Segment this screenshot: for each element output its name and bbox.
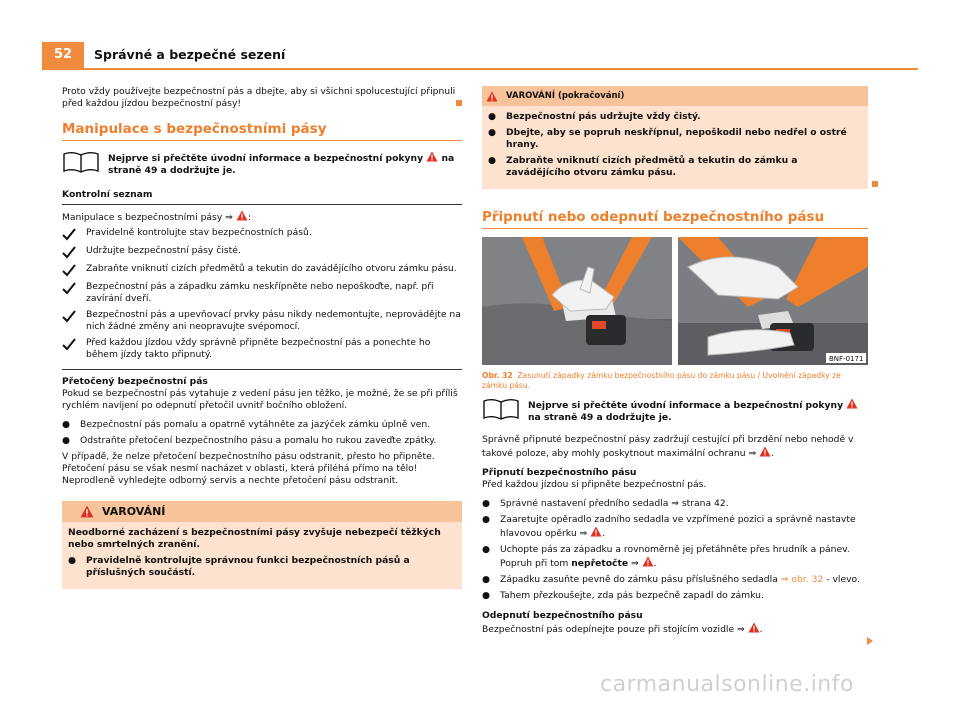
checkmark-icon bbox=[62, 310, 76, 323]
checkmark-icon bbox=[62, 338, 76, 351]
checklist-item bbox=[62, 245, 462, 259]
bullet-text: Odstraňte přetočení bezpečnostního pásu a pomalu ho rukou zaveďte zpátky. bbox=[80, 435, 437, 446]
checklist-text: Pravidelně kontrolujte stav bezpečnostních pásů. bbox=[86, 227, 312, 238]
bullet-arrow: ⇒ bbox=[631, 558, 639, 569]
bullet-text: Bezpečnostní pás pomalu a opatrně vytáhněte za jazýček zámku úplně ven. bbox=[80, 419, 431, 430]
header-rule bbox=[42, 68, 918, 70]
warning-triangle-icon bbox=[748, 622, 760, 633]
read-note-tail: na straně 49 a dodržujte je. bbox=[108, 153, 455, 176]
bullet-text: Tahem přezkoušejte, zda pás bezpečně zapadl do zámku. bbox=[500, 590, 764, 601]
checklist-item bbox=[62, 227, 462, 241]
read-note-text bbox=[108, 151, 462, 177]
chapter-title: Správné a bezpečné sezení bbox=[94, 47, 286, 62]
warning-triangle-icon bbox=[486, 91, 498, 102]
warning-triangle-icon bbox=[426, 151, 438, 162]
warning-triangle-icon bbox=[759, 446, 771, 457]
unfasten-text: Bezpečnostní pás odepínejte pouze při stojícím vozidle ⇒ . bbox=[482, 624, 763, 635]
bullet-dot: ● bbox=[488, 111, 497, 122]
bullet-item bbox=[482, 498, 868, 510]
left-column bbox=[62, 86, 462, 589]
bullet-text: Zaaretujte opěradlo zadního sedadla ve vzpřímené pozici a správně nastavte hlavovou opěrku ⇒ . bbox=[500, 514, 856, 539]
bullet-text-tail: - vlevo. bbox=[826, 574, 860, 585]
fasten-intro: Před každou jízdou si připněte bezpečnostní pás. bbox=[482, 479, 707, 490]
bullet-text: Bezpečnostní pás udržujte vždy čistý. bbox=[506, 111, 701, 122]
bullet-dot: ● bbox=[488, 127, 497, 138]
read-note bbox=[62, 151, 462, 177]
section-title-fasten: Připnutí nebo odepnutí bezpečnostního pásu bbox=[482, 211, 868, 229]
bullet-item bbox=[62, 419, 462, 431]
bullet-dot: ● bbox=[488, 155, 497, 166]
divider bbox=[62, 369, 462, 370]
checklist-text: Udržujte bezpečnostní pásy čisté. bbox=[86, 245, 241, 256]
checklist-text: Před každou jízdou vždy správně připněte bezpečnostní pás a ponechte ho během jízdy takto připnutý. bbox=[86, 337, 431, 360]
warning-box bbox=[62, 501, 462, 589]
caption-label: Obr. 32 bbox=[482, 371, 513, 380]
bullet-item bbox=[62, 435, 462, 447]
proper-text: Správně připnuté bezpečnostní pásy zadržují cestující při brzdění nebo nehodě v takové poloze, aby mohly poskytnout maximální ochranu ⇒ . bbox=[482, 434, 854, 459]
open-book-icon bbox=[482, 398, 520, 420]
page-number: 52 bbox=[42, 42, 84, 68]
page-header bbox=[0, 0, 960, 69]
bullet-text-main: Zaaretujte opěradlo zadního sedadla ve vzpřímené pozici a správně nastavte hlavovou opěrku ⇒ bbox=[500, 514, 856, 539]
warning-text: Neodborné zacházení s bezpečnostními pásy zvyšuje nebezpečí těžkých nebo smrtelných zranění. bbox=[68, 527, 441, 550]
figure-link[interactable]: ⇒ obr. 32 bbox=[780, 574, 824, 585]
bullet-text[interactable]: Správné nastavení předního sedadla ⇒ strana 42. bbox=[500, 498, 729, 509]
right-column bbox=[482, 86, 868, 643]
unfasten-text-body: Bezpečnostní pás odepínejte pouze při stojícím vozidle ⇒ bbox=[482, 624, 745, 635]
figure-right-panel bbox=[678, 237, 868, 365]
checklist bbox=[62, 227, 462, 361]
checklist-item bbox=[62, 337, 462, 361]
bullet-text: Zabraňte vniknutí cizích předmětů a tekutin do zámku a zavádějícího otvoru zámku pásu. bbox=[506, 155, 798, 178]
checklist-intro-text: Manipulace s bezpečnostními pásy ⇒ bbox=[62, 212, 233, 223]
open-book-icon bbox=[62, 151, 100, 173]
section-title-manipulation: Manipulace s bezpečnostními pásy bbox=[62, 123, 462, 141]
proper-text-body: Správně připnuté bezpečnostní pásy zadržují cestující při brzdění nebo nehodě v takové poloze, aby mohly poskytnout maximální ochranu ⇒ bbox=[482, 434, 854, 459]
intro-text: Proto vždy používejte bezpečnostní pás a dbejte, aby si všichni spolucestující připnuli před každou jízdou bezpečnostní pásy! bbox=[62, 86, 456, 109]
checklist-item bbox=[62, 263, 462, 277]
bullet-text-main: Západku zasuňte pevně do zámku pásu příslušného sedadla bbox=[500, 574, 778, 585]
bullet-dot: ● bbox=[62, 419, 71, 430]
bullet-dot: ● bbox=[482, 590, 491, 601]
bullet-item bbox=[482, 574, 868, 586]
read-note-text bbox=[528, 398, 868, 424]
read-note-tail: na straně 49 a dodržujte je. bbox=[528, 412, 672, 423]
bullet-dot: ● bbox=[482, 574, 491, 585]
checklist-intro-tail: : bbox=[247, 212, 251, 223]
checklist-item bbox=[62, 309, 462, 333]
checklist-title: Kontrolní seznam bbox=[62, 189, 462, 205]
continue-arrow-icon bbox=[866, 636, 874, 646]
intro-paragraph bbox=[62, 86, 462, 110]
checkmark-icon bbox=[62, 282, 76, 295]
unfasten-title: Odepnutí bezpečnostního pásu bbox=[482, 610, 643, 621]
bullet-text-main: Uchopte pás za západku a rovnoměrně jej přetáhněte přes hrudník a pánev. Popruh při tom bbox=[500, 544, 850, 569]
checklist-intro bbox=[62, 210, 462, 224]
bullet-text: Uchopte pás za západku a rovnoměrně jej přetáhněte přes hrudník a pánev. Popruh při tom nepřetočte ⇒ . bbox=[500, 544, 850, 569]
bullet-item bbox=[482, 544, 868, 570]
bullet-item bbox=[482, 514, 868, 540]
warning-triangle-icon bbox=[590, 526, 602, 537]
bullet-emphasis: nepřetočte bbox=[571, 558, 629, 569]
bullet-dot: ● bbox=[482, 514, 491, 525]
bullet-item bbox=[488, 111, 862, 123]
bullet-text: Pravidelně kontrolujte správnou funkci bezpečnostních pásů a příslušných součástí. bbox=[86, 555, 410, 578]
warning-body bbox=[488, 111, 862, 179]
checkmark-icon bbox=[62, 228, 76, 241]
twisted-title: Přetočený bezpečnostní pás bbox=[62, 376, 208, 387]
bullet-item bbox=[68, 555, 456, 579]
warning-continued-box bbox=[482, 86, 868, 189]
bullet-item bbox=[488, 155, 862, 179]
warning-header bbox=[482, 86, 868, 106]
read-note bbox=[482, 398, 868, 424]
caption-text: Zasunutí západky zámku bezpečnostního pásu do zámku pásu / Uvolnění západky ze zámku pásu. bbox=[482, 371, 841, 390]
buckle-release-illustration bbox=[678, 237, 868, 365]
section-end-marker bbox=[456, 100, 462, 106]
figure-32 bbox=[482, 237, 868, 365]
bullet-text: Dbejte, aby se popruh neskřípnul, nepoškodil nebo nedřel o ostré hrany. bbox=[506, 127, 847, 150]
warning-triangle-icon bbox=[236, 210, 248, 221]
bullet-text bbox=[500, 574, 860, 586]
buckle-insert-illustration bbox=[482, 237, 672, 365]
figure-caption bbox=[482, 371, 868, 390]
checklist-text: Bezpečnostní pás a západku zámku neskřípněte nebo nepoškoďte, např. při zavírání dveří. bbox=[86, 281, 434, 304]
figure-left-panel bbox=[482, 237, 672, 365]
checklist-text: Bezpečnostní pás a upevňovací prvky pásu nikdy nedemontujte, neprovádějte na nich žádné změny ani neopravujte svépomocí. bbox=[86, 309, 461, 332]
warning-header bbox=[62, 501, 462, 522]
twisted-end: V případě, že nelze přetočení bezpečnostního pásu odstranit, přesto ho připněte. Přetočení pásu se však nesmí nacházet v oblasti, která přiléhá přímo na tělo! Neprodleně vyhledejte odborný servis a nechte přetočení pásu odstranit. bbox=[62, 451, 435, 486]
warning-triangle-icon bbox=[80, 505, 94, 518]
checklist-item bbox=[62, 281, 462, 305]
checkmark-icon bbox=[62, 264, 76, 277]
warning-title: VAROVÁNÍ (pokračování) bbox=[506, 91, 625, 101]
bullet-dot: ● bbox=[62, 435, 71, 446]
warning-title: VAROVÁNÍ bbox=[102, 504, 166, 518]
bullet-item bbox=[488, 127, 862, 151]
fasten-title: Připnutí bezpečnostního pásu bbox=[482, 467, 637, 478]
checklist-text: Zabraňte vniknutí cizích předmětů a tekutin do zavádějícího otvoru zámku pásu. bbox=[86, 263, 457, 274]
figure-code: BNF-0171 bbox=[829, 355, 864, 363]
read-note-main: Nejprve si přečtěte úvodní informace a bezpečnostní pokyny bbox=[528, 400, 844, 411]
bullet-dot: ● bbox=[68, 555, 77, 566]
warning-body bbox=[68, 527, 456, 579]
checkmark-icon bbox=[62, 246, 76, 259]
read-note-main: Nejprve si přečtěte úvodní informace a bezpečnostní pokyny bbox=[108, 153, 424, 164]
bullet-dot: ● bbox=[482, 544, 491, 555]
bullet-item bbox=[482, 590, 868, 602]
watermark: carmanualsonline.info bbox=[600, 672, 854, 697]
twisted-text: Pokud se bezpečnostní pás vytahuje z vedení pásu jen těžko, je možné, že se při příliš rychlém navíjení po odepnutí přetočil uvnitř bočního obložení. bbox=[62, 388, 458, 411]
warning-triangle-icon bbox=[846, 398, 858, 409]
section-end-marker bbox=[872, 181, 878, 187]
warning-triangle-icon bbox=[642, 556, 654, 567]
bullet-dot: ● bbox=[482, 498, 491, 509]
